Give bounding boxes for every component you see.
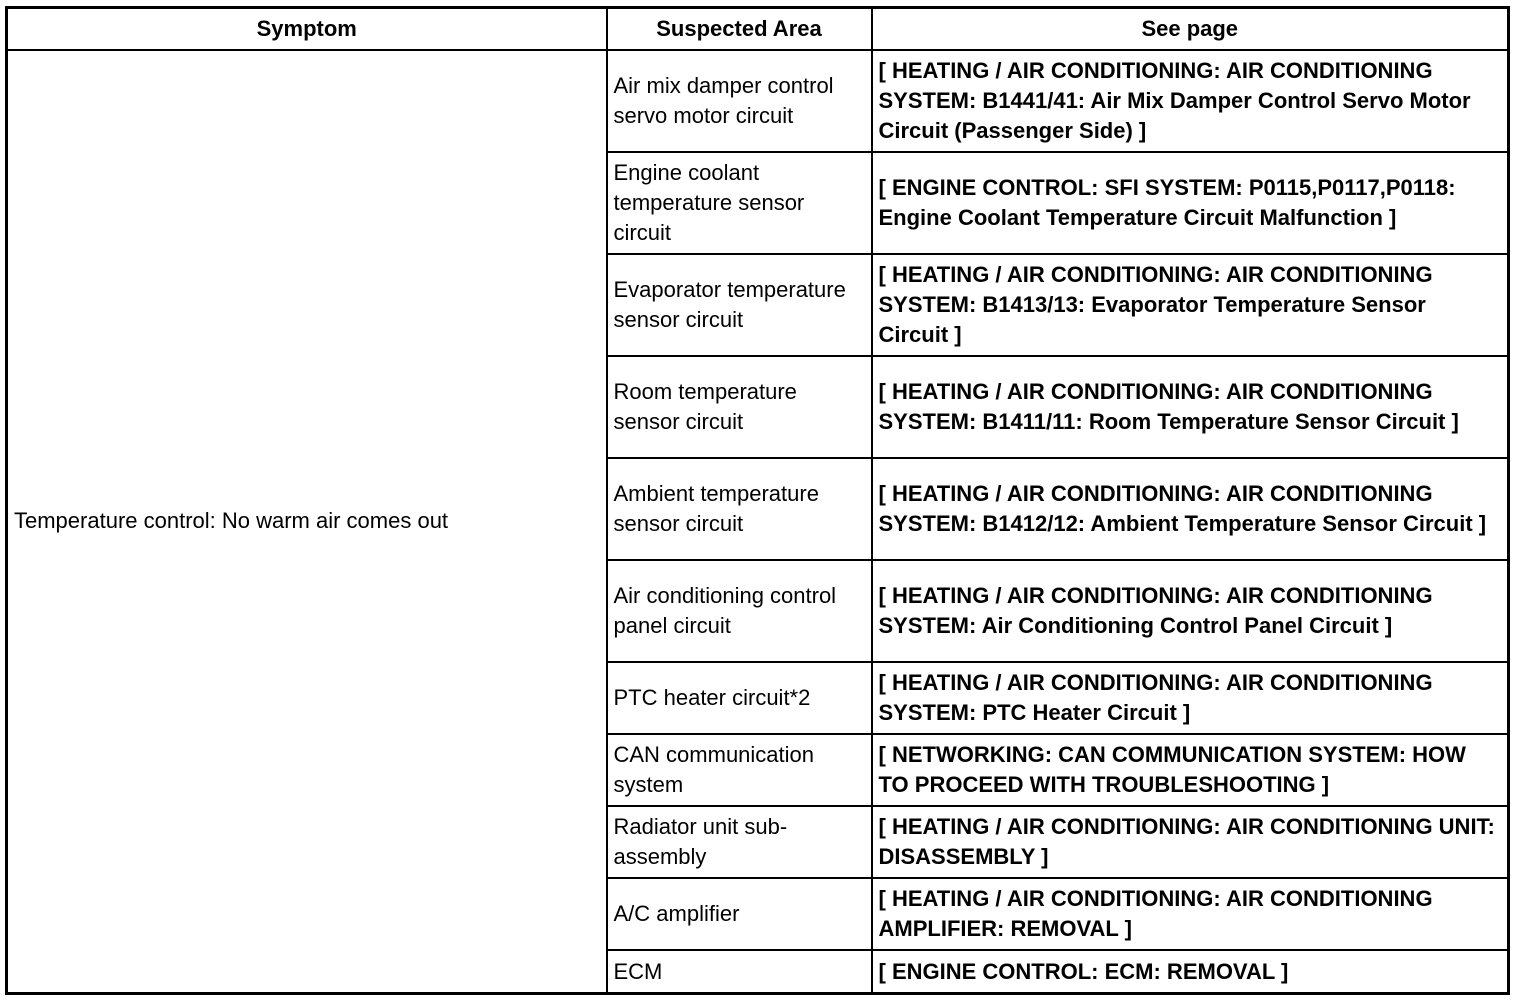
suspected-area-cell: PTC heater circuit*2 — [607, 662, 872, 734]
suspected-area-cell: ECM — [607, 950, 872, 993]
see-page-link[interactable]: [ HEATING / AIR CONDITIONING: AIR CONDITIONING SYSTEM: B1441/41: Air Mix Damper Control Servo Motor Circuit (Passenger Side) ] — [872, 50, 1509, 152]
see-page-link[interactable]: [ ENGINE CONTROL: SFI SYSTEM: P0115,P0117,P0118: Engine Coolant Temperature Circuit Malfunction ] — [872, 152, 1509, 254]
see-page-link[interactable]: [ HEATING / AIR CONDITIONING: AIR CONDITIONING SYSTEM: B1411/11: Room Temperature Sensor Circuit ] — [872, 356, 1509, 458]
see-page-link[interactable]: [ NETWORKING: CAN COMMUNICATION SYSTEM: HOW TO PROCEED WITH TROUBLESHOOTING ] — [872, 734, 1509, 806]
symptom-cell: Temperature control: No warm air comes out — [7, 50, 607, 994]
suspected-area-cell: Evaporator temperature sensor circuit — [607, 254, 872, 356]
header-see-page: See page — [872, 8, 1509, 50]
table-header-row — [7, 8, 1509, 50]
suspected-area-cell: Air mix damper control servo motor circuit — [607, 50, 872, 152]
suspected-area-cell: Engine coolant temperature sensor circuit — [607, 152, 872, 254]
see-page-link[interactable]: [ ENGINE CONTROL: ECM: REMOVAL ] — [872, 950, 1509, 993]
see-page-link[interactable]: [ HEATING / AIR CONDITIONING: AIR CONDITIONING SYSTEM: Air Conditioning Control Panel Circuit ] — [872, 560, 1509, 662]
table-row — [7, 50, 1509, 152]
suspected-area-cell: Radiator unit sub-assembly — [607, 806, 872, 878]
suspected-area-cell: Room temperature sensor circuit — [607, 356, 872, 458]
see-page-link[interactable]: [ HEATING / AIR CONDITIONING: AIR CONDITIONING UNIT: DISASSEMBLY ] — [872, 806, 1509, 878]
see-page-link[interactable]: [ HEATING / AIR CONDITIONING: AIR CONDITIONING SYSTEM: B1412/12: Ambient Temperature Sensor Circuit ] — [872, 458, 1509, 560]
see-page-link[interactable]: [ HEATING / AIR CONDITIONING: AIR CONDITIONING SYSTEM: B1413/13: Evaporator Temperature Sensor Circuit ] — [872, 254, 1509, 356]
see-page-link[interactable]: [ HEATING / AIR CONDITIONING: AIR CONDITIONING SYSTEM: PTC Heater Circuit ] — [872, 662, 1509, 734]
suspected-area-cell: CAN communication system — [607, 734, 872, 806]
header-suspected-area: Suspected Area — [607, 8, 872, 50]
suspected-area-cell: Ambient temperature sensor circuit — [607, 458, 872, 560]
see-page-link[interactable]: [ HEATING / AIR CONDITIONING: AIR CONDITIONING AMPLIFIER: REMOVAL ] — [872, 878, 1509, 950]
header-symptom: Symptom — [7, 8, 607, 50]
suspected-area-cell: A/C amplifier — [607, 878, 872, 950]
troubleshooting-table — [5, 6, 1510, 995]
suspected-area-cell: Air conditioning control panel circuit — [607, 560, 872, 662]
